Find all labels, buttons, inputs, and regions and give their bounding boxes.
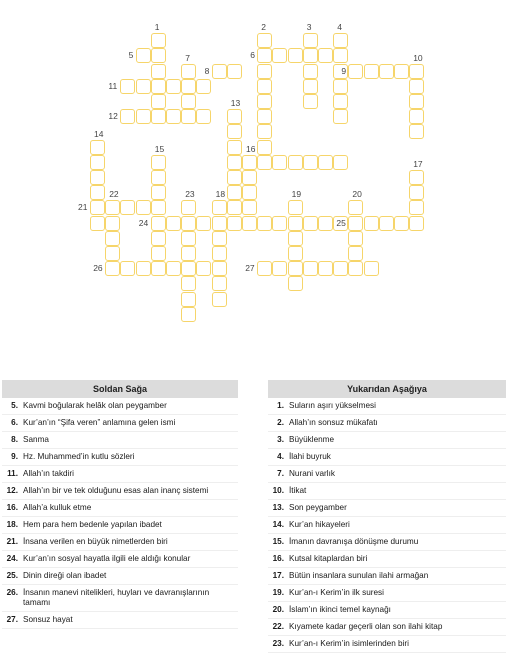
grid-cell[interactable] <box>151 170 166 185</box>
grid-cell[interactable] <box>257 33 272 48</box>
clue-row <box>268 415 506 432</box>
clue-number: 4. <box>277 452 284 461</box>
clue-row <box>268 551 506 568</box>
clue-text: Sonsuz hayat <box>23 615 73 624</box>
clue-row <box>2 398 238 415</box>
clue-text: Allah’ın bir ve tek olduğunu esas alan inanç sistemi <box>23 486 209 495</box>
grid-cell[interactable] <box>196 109 211 124</box>
clue-row <box>2 449 238 466</box>
clue-row <box>268 398 506 415</box>
grid-cell[interactable] <box>151 246 166 261</box>
clue-number-label: 27 <box>245 263 255 274</box>
clue-number: 6. <box>11 418 18 427</box>
clue-text: Sanma <box>23 435 49 444</box>
clue-text: Büyüklenme <box>289 435 335 444</box>
clue-number-label: 18 <box>215 189 226 200</box>
grid-cell[interactable] <box>181 246 196 261</box>
grid-cell[interactable] <box>136 48 151 63</box>
clue-number: 10. <box>272 486 284 495</box>
clue-number: 1. <box>277 401 284 410</box>
grid-cell[interactable] <box>227 155 242 170</box>
grid-cell[interactable] <box>333 79 348 94</box>
grid-cell[interactable] <box>151 33 166 48</box>
clue-number-label: 15 <box>154 143 165 154</box>
clue-number: 8. <box>11 435 18 444</box>
grid-cell[interactable] <box>212 261 227 276</box>
clue-row <box>268 568 506 585</box>
clue-number: 19. <box>272 588 284 597</box>
clue-number: 15. <box>272 537 284 546</box>
down-title: Yukarıdan Aşağıya <box>268 380 506 398</box>
grid-cell[interactable] <box>196 261 211 276</box>
grid-cell[interactable] <box>151 79 166 94</box>
grid-cell[interactable] <box>288 48 303 63</box>
clue-number-label: 16 <box>246 143 256 154</box>
grid-cell[interactable] <box>257 79 272 94</box>
grid-cell[interactable] <box>348 200 363 215</box>
grid-cell[interactable] <box>257 124 272 139</box>
grid-cell[interactable] <box>105 231 120 246</box>
grid-cell[interactable] <box>90 170 105 185</box>
grid-cell[interactable] <box>151 261 166 276</box>
grid-cell[interactable] <box>90 185 105 200</box>
clue-number: 24. <box>6 554 18 563</box>
grid-cell[interactable] <box>136 261 151 276</box>
clue-text: Kur’an-ı Kerim’in ilk suresi <box>289 588 384 597</box>
grid-cell[interactable] <box>394 64 409 79</box>
grid-cell[interactable] <box>288 261 303 276</box>
grid-cell[interactable] <box>105 246 120 261</box>
grid-cell[interactable] <box>257 94 272 109</box>
clue-number-label: 10 <box>413 52 423 63</box>
grid-cell[interactable] <box>151 109 166 124</box>
grid-cell[interactable] <box>257 261 272 276</box>
clue-row <box>268 619 506 636</box>
clue-text: İtikat <box>289 486 307 495</box>
clue-row <box>268 483 506 500</box>
grid-cell[interactable] <box>303 155 318 170</box>
grid-cell[interactable] <box>151 231 166 246</box>
grid-cell[interactable] <box>348 231 363 246</box>
clue-number-label: 3 <box>306 22 312 33</box>
clue-number-label: 19 <box>291 189 302 200</box>
grid-cell[interactable] <box>136 200 151 215</box>
clue-number-label: 14 <box>94 128 104 139</box>
clue-text: Kur’an-ı Kerim’in isimlerinden biri <box>289 639 409 648</box>
grid-cell[interactable] <box>181 276 196 291</box>
grid-cell[interactable] <box>318 155 333 170</box>
grid-cell[interactable] <box>257 155 272 170</box>
across-clue-list <box>2 398 238 629</box>
grid-cell[interactable] <box>409 124 424 139</box>
clue-number: 16. <box>6 503 18 512</box>
clue-text: Allah’a kulluk etme <box>23 503 92 512</box>
grid-cell[interactable] <box>242 155 257 170</box>
grid-cell[interactable] <box>120 109 135 124</box>
grid-cell[interactable] <box>181 200 196 215</box>
clue-number: 20. <box>272 605 284 614</box>
grid-cell[interactable] <box>105 261 120 276</box>
grid-cell[interactable] <box>272 48 287 63</box>
clue-number: 9. <box>11 452 18 461</box>
clue-row <box>268 432 506 449</box>
clue-number-label: 20 <box>352 189 362 200</box>
grid-cell[interactable] <box>348 64 363 79</box>
clue-row <box>268 585 506 602</box>
grid-cell[interactable] <box>227 124 242 139</box>
grid-cell[interactable] <box>303 216 318 231</box>
across-title: Soldan Sağa <box>2 380 238 398</box>
grid-cell[interactable] <box>333 109 348 124</box>
grid-cell[interactable] <box>90 140 105 155</box>
grid-cell[interactable] <box>120 79 135 94</box>
clue-number: 27. <box>6 615 18 624</box>
grid-cell[interactable] <box>348 246 363 261</box>
grid-cell[interactable] <box>181 292 196 307</box>
grid-cell[interactable] <box>288 276 303 291</box>
crossword-grid <box>0 0 510 320</box>
grid-cell[interactable] <box>288 246 303 261</box>
clue-number-label: 1 <box>154 22 160 33</box>
grid-cell[interactable] <box>151 48 166 63</box>
clue-text: Hz. Muhammed’in kutlu sözleri <box>23 452 135 461</box>
grid-cell[interactable] <box>288 216 303 231</box>
grid-cell[interactable] <box>136 109 151 124</box>
clue-row <box>2 517 238 534</box>
grid-cell[interactable] <box>166 109 181 124</box>
grid-cell[interactable] <box>409 64 424 79</box>
clue-number: 17. <box>272 571 284 580</box>
across-clues-panel <box>2 380 238 629</box>
grid-cell[interactable] <box>348 216 363 231</box>
grid-cell[interactable] <box>151 185 166 200</box>
grid-cell[interactable] <box>409 170 424 185</box>
clue-number: 26. <box>6 588 18 597</box>
grid-cell[interactable] <box>166 79 181 94</box>
grid-cell[interactable] <box>242 216 257 231</box>
grid-cell[interactable] <box>212 216 227 231</box>
grid-cell[interactable] <box>303 33 318 48</box>
down-clue-list <box>268 398 506 653</box>
grid-cell[interactable] <box>257 216 272 231</box>
clue-row <box>2 568 238 585</box>
clue-number: 11. <box>7 469 18 478</box>
grid-cell[interactable] <box>364 64 379 79</box>
clue-text: Allah’ın takdiri <box>23 469 74 478</box>
clue-text: Hem para hem bedenle yapılan ibadet <box>23 520 162 529</box>
grid-cell[interactable] <box>151 94 166 109</box>
clue-row <box>2 585 238 612</box>
clue-number-label: 21 <box>78 202 88 213</box>
grid-cell[interactable] <box>90 200 105 215</box>
grid-cell[interactable] <box>409 109 424 124</box>
grid-cell[interactable] <box>242 170 257 185</box>
grid-cell[interactable] <box>257 48 272 63</box>
grid-cell[interactable] <box>288 200 303 215</box>
grid-cell[interactable] <box>409 216 424 231</box>
clue-row <box>268 636 506 653</box>
grid-cell[interactable] <box>303 94 318 109</box>
grid-cell[interactable] <box>318 216 333 231</box>
grid-cell[interactable] <box>364 261 379 276</box>
grid-cell[interactable] <box>257 109 272 124</box>
grid-cell[interactable] <box>303 79 318 94</box>
clue-text: İnsana verilen en büyük nimetlerden biri <box>23 537 168 546</box>
clue-row <box>2 432 238 449</box>
grid-cell[interactable] <box>151 155 166 170</box>
grid-cell[interactable] <box>333 33 348 48</box>
grid-cell[interactable] <box>227 185 242 200</box>
clue-text: Allah’ın sonsuz mükafatı <box>289 418 378 427</box>
clue-row <box>2 551 238 568</box>
grid-cell[interactable] <box>333 261 348 276</box>
clue-number: 2. <box>277 418 284 427</box>
grid-cell[interactable] <box>90 216 105 231</box>
grid-cell[interactable] <box>151 216 166 231</box>
clue-number: 21. <box>6 537 18 546</box>
grid-cell[interactable] <box>181 79 196 94</box>
clue-text: Nurani varlık <box>289 469 335 478</box>
grid-cell[interactable] <box>409 94 424 109</box>
grid-cell[interactable] <box>227 216 242 231</box>
grid-cell[interactable] <box>151 200 166 215</box>
grid-cell[interactable] <box>272 216 287 231</box>
grid-cell[interactable] <box>333 155 348 170</box>
clue-number-label: 5 <box>128 50 134 61</box>
clue-number-label: 7 <box>185 52 190 63</box>
clue-number-label: 22 <box>109 189 119 200</box>
clue-number: 7. <box>277 469 284 478</box>
grid-cell[interactable] <box>90 155 105 170</box>
grid-cell[interactable] <box>227 140 242 155</box>
grid-cell[interactable] <box>212 246 227 261</box>
clue-text: Kavmi boğularak helâk olan peygamber <box>23 401 167 410</box>
grid-cell[interactable] <box>105 200 120 215</box>
grid-cell[interactable] <box>409 79 424 94</box>
clue-number: 16. <box>272 554 284 563</box>
clue-text: Dinin direği olan ibadet <box>23 571 107 580</box>
grid-cell[interactable] <box>303 64 318 79</box>
grid-cell[interactable] <box>288 231 303 246</box>
clue-row <box>268 500 506 517</box>
grid-cell[interactable] <box>242 185 257 200</box>
clue-number: 23. <box>272 639 284 648</box>
grid-cell[interactable] <box>196 79 211 94</box>
grid-cell[interactable] <box>151 64 166 79</box>
grid-cell[interactable] <box>318 48 333 63</box>
clue-number: 22. <box>272 622 284 631</box>
clue-text: Son peygamber <box>289 503 347 512</box>
grid-cell[interactable] <box>136 79 151 94</box>
grid-cell[interactable] <box>105 216 120 231</box>
clue-number-label: 25 <box>336 217 346 228</box>
grid-cell[interactable] <box>212 200 227 215</box>
grid-cell[interactable] <box>212 64 227 79</box>
grid-cell[interactable] <box>379 64 394 79</box>
clue-number-label: 11 <box>108 80 118 91</box>
clue-number-label: 13 <box>230 98 241 109</box>
grid-cell[interactable] <box>166 216 181 231</box>
grid-cell[interactable] <box>288 155 303 170</box>
clue-text: Suların aşırı yükselmesi <box>289 401 376 410</box>
clue-text: Bütün insanlara sunulan ilahi armağan <box>289 571 429 580</box>
grid-cell[interactable] <box>379 216 394 231</box>
clue-number: 12. <box>6 486 18 495</box>
grid-cell[interactable] <box>227 200 242 215</box>
clue-number-label: 23 <box>185 189 195 200</box>
clue-number-label: 24 <box>138 217 149 228</box>
grid-cell[interactable] <box>181 231 196 246</box>
clue-number: 3. <box>277 435 284 444</box>
grid-cell[interactable] <box>333 94 348 109</box>
clue-text: Kur’an’ın sosyal hayatla ilgili ele aldığı konular <box>23 554 191 563</box>
clue-number-label: 6 <box>250 50 255 61</box>
clue-number: 5. <box>11 401 18 410</box>
grid-cell[interactable] <box>212 231 227 246</box>
grid-cell[interactable] <box>166 261 181 276</box>
grid-cell[interactable] <box>242 200 257 215</box>
grid-cell[interactable] <box>196 216 211 231</box>
clue-text: İlahi buyruk <box>289 452 331 461</box>
grid-cell[interactable] <box>348 261 363 276</box>
clue-row <box>2 534 238 551</box>
grid-cell[interactable] <box>272 155 287 170</box>
clue-row <box>2 483 238 500</box>
clue-number: 25. <box>6 571 18 580</box>
clue-number-label: 12 <box>108 111 118 122</box>
clue-text: Kur’an’ın “Şifa veren” anlamına gelen ismi <box>23 418 176 427</box>
down-clues-panel <box>268 380 506 653</box>
clue-row <box>2 500 238 517</box>
clue-row <box>2 612 238 629</box>
clue-row <box>2 466 238 483</box>
grid-cell[interactable] <box>409 185 424 200</box>
grid-cell[interactable] <box>120 200 135 215</box>
grid-cell[interactable] <box>181 216 196 231</box>
clue-number-label: 2 <box>261 22 266 33</box>
grid-cell[interactable] <box>257 140 272 155</box>
clue-number-label: 9 <box>341 65 347 76</box>
clue-number: 14. <box>272 520 284 529</box>
grid-cell[interactable] <box>181 109 196 124</box>
grid-cell[interactable] <box>333 48 348 63</box>
grid-cell[interactable] <box>364 216 379 231</box>
clue-number-label: 8 <box>204 65 210 76</box>
clue-number: 13. <box>272 503 284 512</box>
clue-text: İslam’ın ikinci temel kaynağı <box>289 605 391 614</box>
grid-cell[interactable] <box>120 261 135 276</box>
clue-number-label: 26 <box>93 263 103 274</box>
clue-row <box>268 517 506 534</box>
grid-cell[interactable] <box>227 109 242 124</box>
clue-row <box>268 449 506 466</box>
clue-row <box>268 602 506 619</box>
clue-number-label: 4 <box>337 22 342 33</box>
grid-cell[interactable] <box>181 94 196 109</box>
grid-cell[interactable] <box>181 64 196 79</box>
clue-number-label: 17 <box>413 159 423 169</box>
grid-cell[interactable] <box>181 261 196 276</box>
grid-cell[interactable] <box>409 200 424 215</box>
grid-cell[interactable] <box>318 261 333 276</box>
clue-text: Kur’an hikayeleri <box>289 520 350 529</box>
grid-cell[interactable] <box>257 64 272 79</box>
grid-cell[interactable] <box>212 276 227 291</box>
grid-cell[interactable] <box>303 261 318 276</box>
grid-cell[interactable] <box>303 48 318 63</box>
grid-cell[interactable] <box>212 292 227 307</box>
clue-number: 18. <box>6 520 18 529</box>
grid-cell[interactable] <box>227 170 242 185</box>
clue-text: Kutsal kitaplardan biri <box>289 554 368 563</box>
grid-cell[interactable] <box>272 261 287 276</box>
grid-cell[interactable] <box>181 307 196 322</box>
clue-text: İmanın davranışa dönüşme durumu <box>289 537 419 546</box>
grid-cell[interactable] <box>394 216 409 231</box>
grid-cell[interactable] <box>227 64 242 79</box>
clue-row <box>268 534 506 551</box>
clue-row <box>268 466 506 483</box>
clue-text: İnsanın manevi nitelikleri, huyları ve davranışlarının tamamı <box>23 588 210 607</box>
clue-row <box>2 415 238 432</box>
clue-text: Kıyamete kadar geçerli olan son ilahi kitap <box>289 622 443 631</box>
